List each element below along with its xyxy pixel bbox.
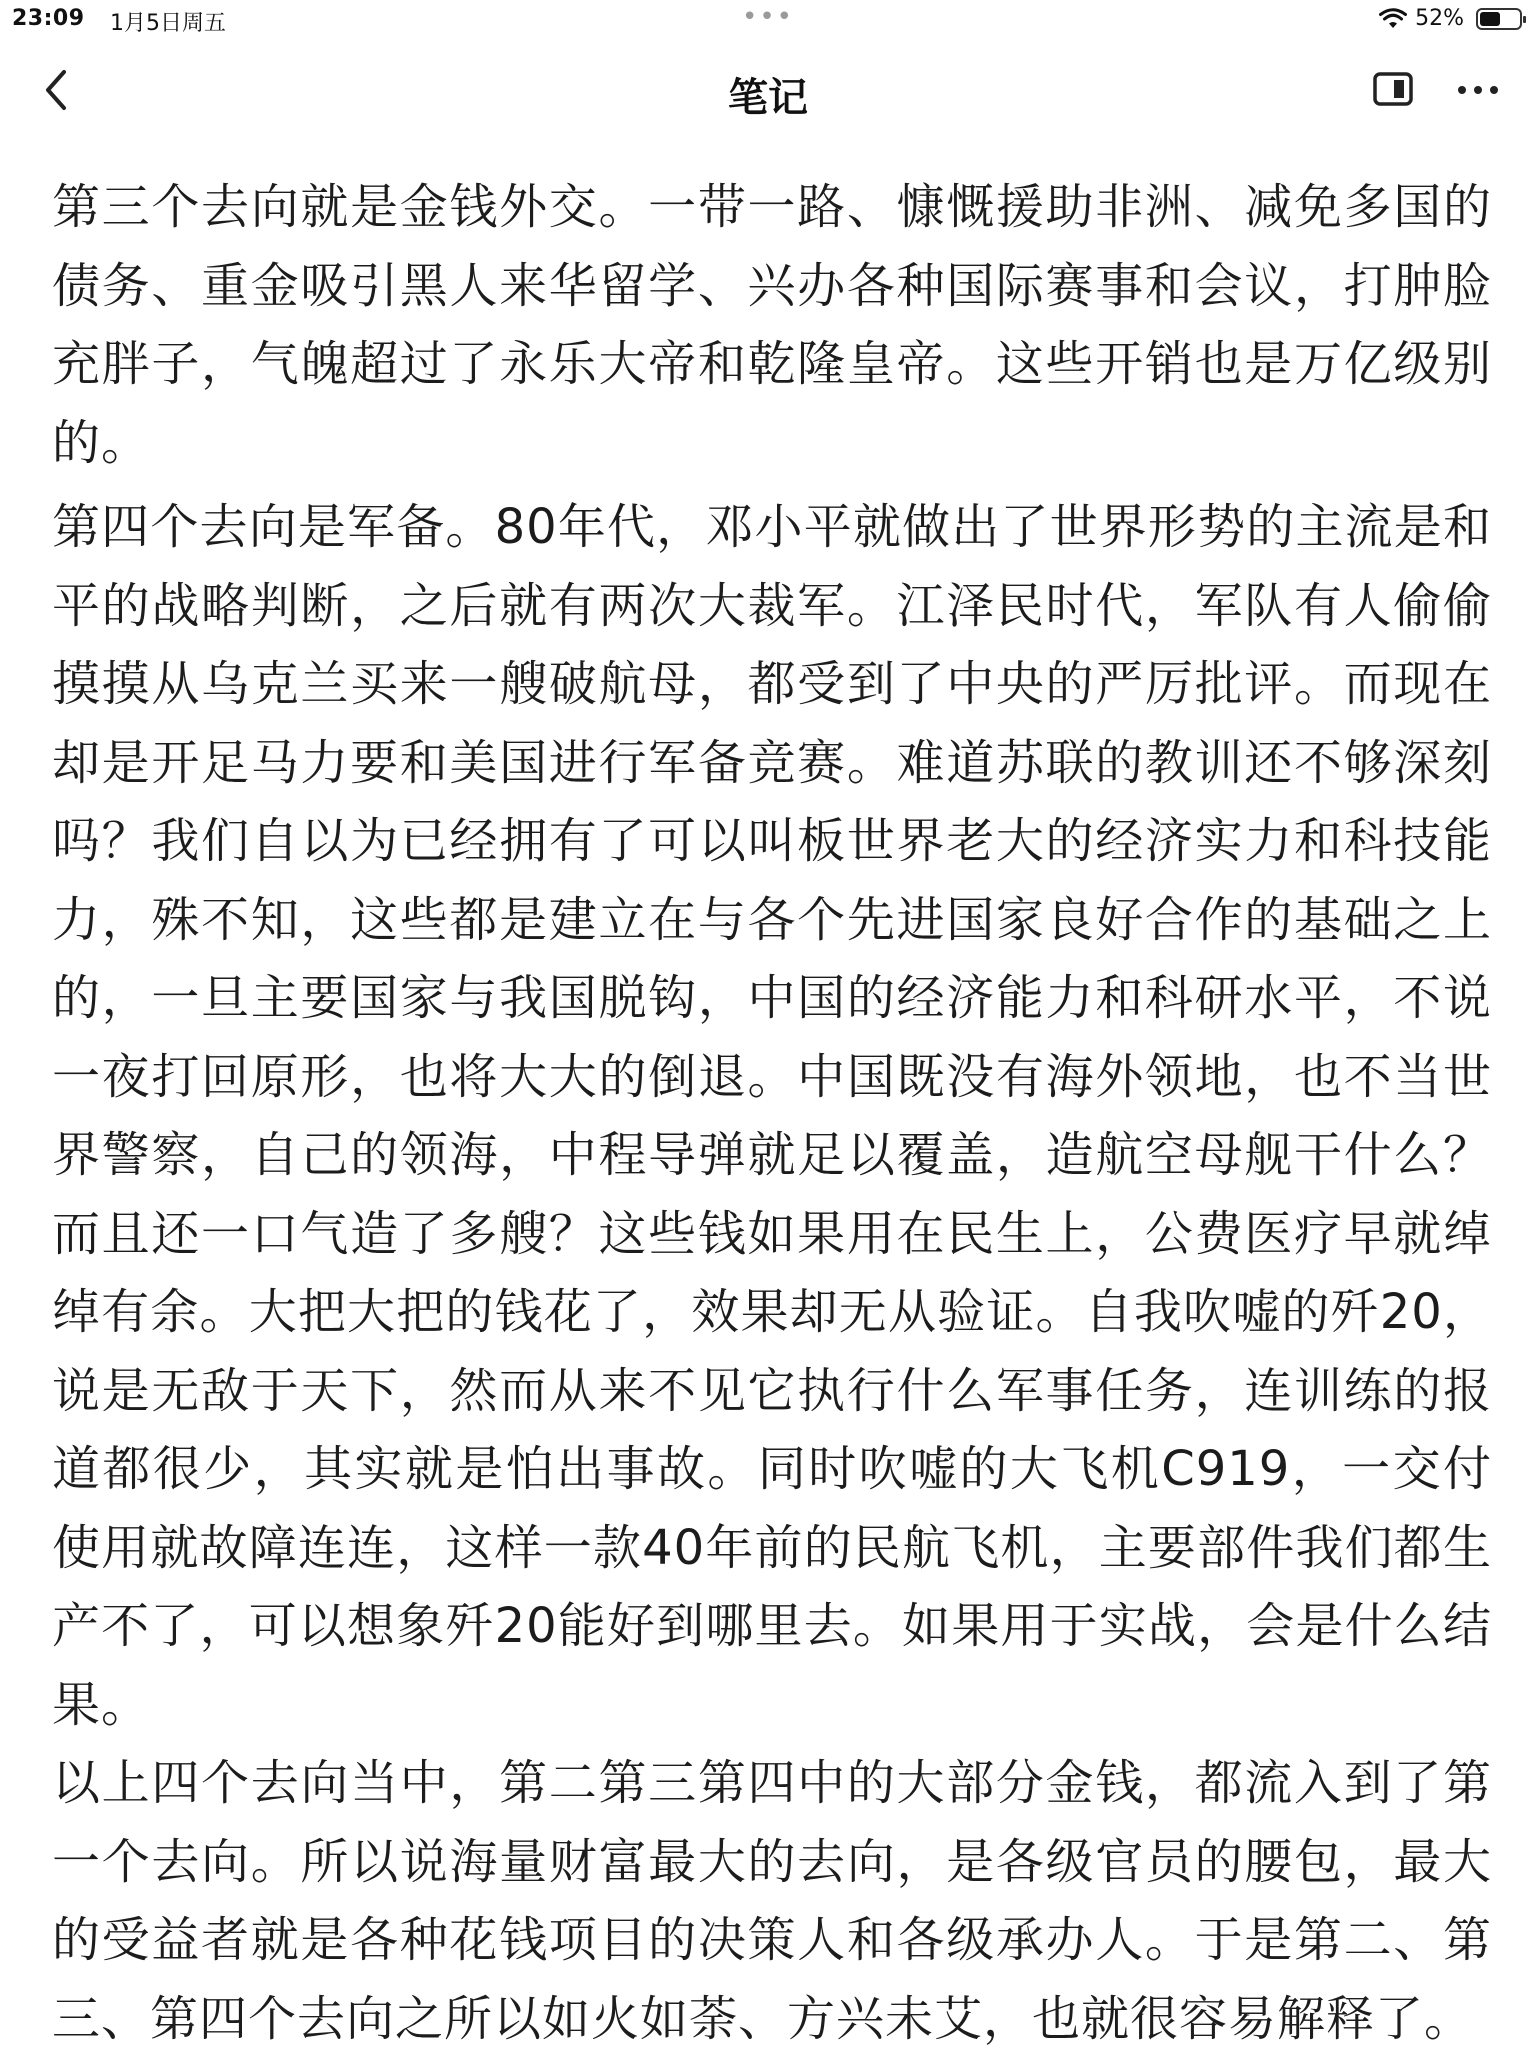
more-button[interactable] [1450,68,1506,112]
status-date: 1月5日周五 [110,11,226,36]
back-button[interactable] [36,64,84,116]
status-bar [0,0,1536,40]
status-time: 23:09 [12,6,85,31]
battery-percent: 52% [1415,6,1464,31]
note-paragraph: 以上四个去向当中，第二第三第四中的大部分金钱，都流入到了第一个去向。所以说海量财富最大的去向，是各级官员的腰包，最大的受益者就是各种花钱项目的决策人和各级承办人。于是第二、第三、第四个去向之所以如火如荼、方兴未艾，也就很容易解释了。 [52,1755,1492,2047]
note-body[interactable] [52,168,1492,2058]
battery-icon [1476,8,1522,30]
navigation-bar [0,48,1536,134]
more-horizontal-icon [1450,68,1506,112]
note-paragraph: 第三个去向就是金钱外交。一带一路、慷慨援助非洲、减免多国的债务、重金吸引黑人来华留学、兴办各种国际赛事和会议，打肿脸充胖子，气魄超过了永乐大帝和乾隆皇帝。这些开销也是万亿级别的。 [52,179,1492,471]
multitasking-dots-icon[interactable]: ••• [742,2,795,32]
status-indicators [1379,6,1522,31]
reader-mode-icon [1372,70,1416,110]
chevron-left-icon [36,64,84,116]
reader-mode-button[interactable] [1372,70,1416,110]
page-title: 笔记 [728,75,808,121]
note-paragraph: 第四个去向是军备。80年代，邓小平就做出了世界形势的主流是和平的战略判断，之后就有两次大裁军。江泽民时代，军队有人偷偷摸摸从乌克兰买来一艘破航母，都受到了中央的严厉批评。而现在却是开足马力要和美国进行军备竞赛。难道苏联的教训还不够深刻吗？我们自以为已经拥有了可以叫板世界老大的经济实力和科技能力，殊不知，这些都是建立在与各个先进国家良好合作的基础之上的，一旦主要国家与我国脱钩，中国的经济能力和科研水平，不说一夜打回原形，也将大大的倒退。中国既没有海外领地，也不当世界警察，自己的领海，中程导弹就足以覆盖，造航空母舰干什么？而且还一口气造了多艘？这些钱如果用在民生上，公费医疗早就绰绰有余。大把大把的钱花了，效果却无从验证。自我吹嘘的歼20，说是无敌于天下，然而从来不见它执行什么军事任务，连训练的报道都很少，其实就是怕出事故。同时吹嘘的大飞机C919，一交付使用就故障连连，这样一款40年前的民航飞机，主要部件我们都生产不了，可以想象歼20能好到哪里去。如果用于实战，会是什么结果。 [52,499,1492,1733]
battery-fill [1480,12,1500,26]
wifi-icon [1379,8,1407,30]
